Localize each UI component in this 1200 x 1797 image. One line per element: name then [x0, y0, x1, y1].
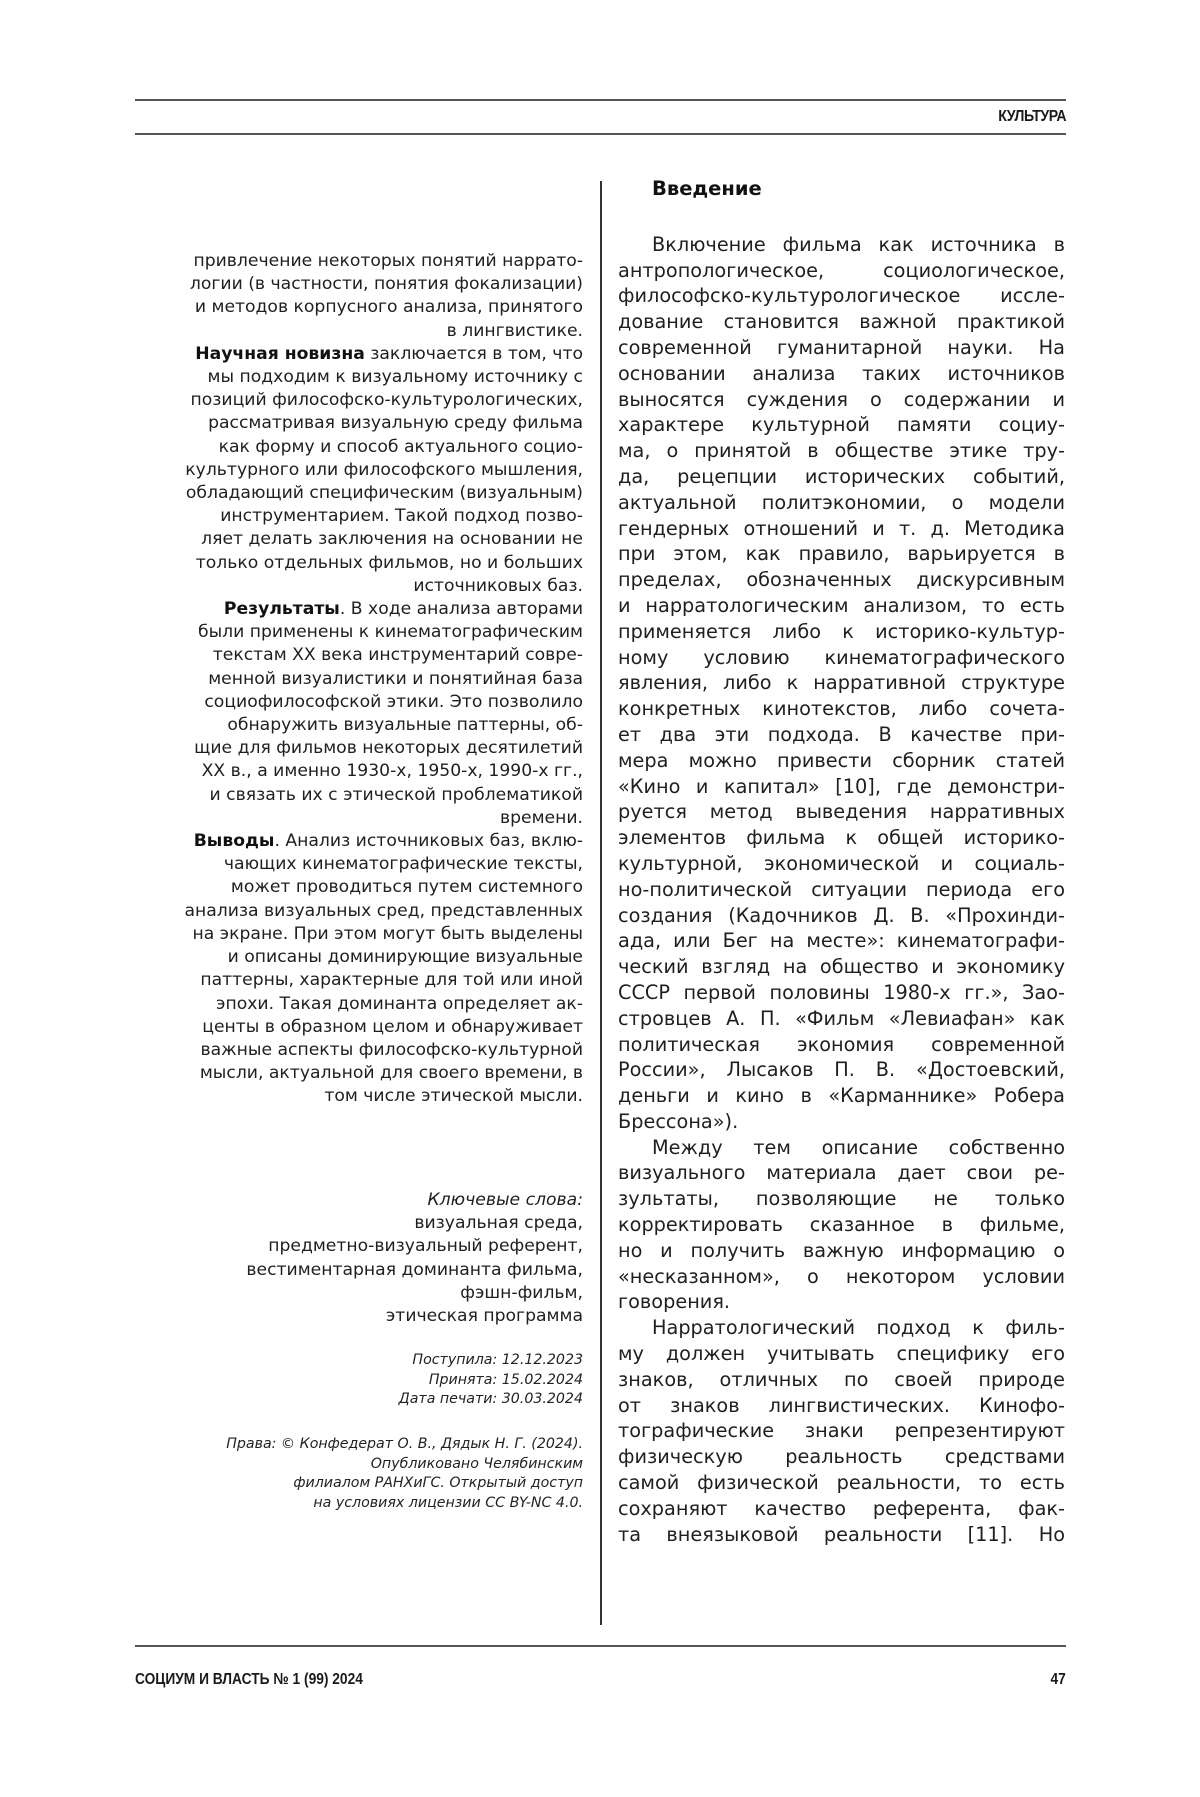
conclusions-first-line	[136, 830, 583, 853]
section-heading: Введение	[652, 177, 762, 200]
body-line: при этом, как правило, варьируется в	[618, 542, 1065, 566]
body-line: антропологическое, социологическое,	[618, 258, 1065, 282]
abstract-line: социофилософской этики. Это позволило	[204, 691, 583, 712]
body-line: СССР первой половины 1980-х гг.», Зао-	[618, 980, 1065, 1004]
abstract-line: важные аспекты философско-культурной	[200, 1039, 583, 1060]
abstract-line: щие для фильмов некоторых десятилетий	[194, 738, 583, 759]
body-line: «несказанном», о некотором условии	[618, 1264, 1065, 1288]
abstract-line: мысли, актуальной для своего времени, в	[199, 1063, 583, 1084]
body-line: России», Лысаков П. В. «Достоевский,	[618, 1058, 1065, 1082]
abstract-line: текстам XX века инструментарий совре-	[212, 645, 583, 666]
body-line: сохраняют качество референта, фак-	[618, 1496, 1065, 1520]
abstract-line: времени.	[499, 807, 583, 828]
novelty-first-line	[136, 343, 583, 366]
abstract-line: чающих кинематографические тексты,	[223, 854, 583, 875]
results-text: . В ходе анализа авторами	[339, 599, 583, 620]
conclusions-text: . Анализ источниковых баз, вклю-	[274, 831, 583, 852]
abstract-line: привлечение некоторых понятий наррато-	[193, 251, 583, 271]
body-line: дование становится важной практикой	[618, 310, 1065, 334]
abstract-line: позиций философско-культурологических,	[190, 390, 583, 411]
body-line: создания (Кадочников Д. В. «Прохинди-	[618, 903, 1065, 927]
body-line: говорения.	[618, 1290, 731, 1314]
abstract-line: менной визуалистики и понятийная база	[208, 668, 583, 689]
body-line: гендерных отношений и т. д. Методика	[618, 516, 1065, 540]
body-line: политическая экономия современной	[618, 1032, 1065, 1056]
body-line: та внеязыковой реальности [11]. Но	[618, 1522, 1065, 1546]
abstract-line: том числе этической мысли.	[324, 1086, 583, 1107]
abstract-line: обнаружить визуальные паттерны, об-	[227, 715, 583, 736]
body-line: Включение фильма как источника в	[652, 232, 1065, 256]
abstract-line: логии (в частности, понятия фокализации)	[189, 274, 583, 295]
rights-block	[136, 1435, 583, 1513]
body-line: «Кино и капитал» [10], где демонстри-	[618, 774, 1065, 798]
body-line: Брессона»).	[618, 1109, 739, 1133]
page-number: 47	[1050, 1671, 1066, 1688]
body-line: культурной, экономической и социаль-	[618, 851, 1065, 875]
novelty-text: заключается в том, что	[364, 343, 583, 364]
body-line: конкретных кинотекстов, либо сочета-	[618, 697, 1065, 721]
body-line: ма, о принятой в обществе этике тру-	[618, 439, 1065, 463]
keywords-block	[136, 1189, 583, 1328]
body-line: философско-культурологическое иссле-	[618, 284, 1065, 308]
rights-line: Права: © Конфедерат О. В., Дядык Н. Г. (2024).	[226, 1436, 583, 1452]
abstract-line: и описаны доминирующие визуальные	[227, 947, 583, 968]
abstract-line: и методов корпусного анализа, принятого	[194, 297, 583, 318]
abstract-column	[136, 250, 583, 1109]
body-line: руется метод выведения нарративных	[618, 800, 1065, 824]
date-printed: Дата печати: 30.03.2024	[398, 1391, 583, 1407]
column-divider	[600, 181, 602, 1625]
body-line: выносятся суждения о содержании и	[618, 387, 1065, 411]
body-line: да, рецепции исторических событий,	[618, 464, 1065, 488]
abstract-line: и связать их с этической проблематикой	[209, 784, 583, 805]
body-line: и нарратологическим анализом, то есть	[618, 593, 1065, 617]
abstract-line: культурного или философского мышления,	[185, 459, 583, 480]
keywords-title: Ключевые слова:	[427, 1190, 583, 1210]
abstract-line: паттерны, характерные для той или иной	[200, 970, 583, 991]
abstract-line: центы в образном целом и обнаруживает	[202, 1016, 583, 1037]
rights-line: филиалом РАНХиГС. Открытый доступ	[293, 1475, 583, 1491]
abstract-line: мы подходим к визуальному источнику с	[207, 367, 583, 388]
keyword: вестиментарная доминанта фильма,	[246, 1259, 583, 1280]
body-line: современной гуманитарной науки. На	[618, 335, 1065, 359]
abstract-line: инструментарием. Такой подход позво-	[220, 506, 583, 527]
body-line: физическую реальность средствами	[618, 1445, 1065, 1469]
section-label: КУЛЬТУРА	[998, 108, 1066, 125]
abstract-line: анализа визуальных сред, представленных	[184, 900, 583, 921]
body-line: ческий взгляд на общество и экономику	[618, 955, 1065, 979]
abstract-line: на экране. При этом могут быть выделены	[192, 923, 583, 944]
body-line: ет два эти подхода. В качестве при-	[618, 722, 1065, 746]
keyword: этическая программа	[385, 1306, 583, 1327]
abstract-line: XX в., а именно 1930-х, 1950-х, 1990-х гг.,	[201, 761, 583, 782]
abstract-line: были применены к кинематографическим	[198, 622, 583, 643]
abstract-line: источниковых баз.	[413, 575, 583, 596]
conclusions-label: Выводы	[193, 831, 275, 852]
abstract-line: в лингвистике.	[446, 320, 583, 341]
footer-rule	[135, 1645, 1066, 1647]
keyword: фэшн-фильм,	[460, 1282, 583, 1303]
results-first-line	[136, 598, 583, 621]
abstract-line: как форму и способ актуального социо-	[218, 436, 583, 457]
abstract-line: может проводиться путем системного	[230, 877, 583, 898]
rights-line: на условиях лицензии CC BY-NC 4.0.	[313, 1494, 583, 1511]
body-line: элементов фильма к общей историко-	[618, 826, 1065, 850]
body-line: мера можно привести сборник статей	[618, 748, 1065, 772]
date-accepted: Принята: 15.02.2024	[428, 1371, 583, 1388]
body-line: му должен учитывать специфику его	[618, 1342, 1065, 1366]
body-line: Между тем описание собственно	[652, 1135, 1065, 1159]
body-line: самой физической реальности, то есть	[618, 1471, 1065, 1495]
body-line: стровцев А. П. «Фильм «Левиафан» как	[618, 1006, 1065, 1030]
body-line: визуального материала дает свои ре-	[618, 1161, 1065, 1185]
body-line: тографические знаки репрезентируют	[618, 1419, 1065, 1443]
paragraph	[618, 1135, 1065, 1316]
body-line: но-политической ситуации периода его	[618, 877, 1065, 901]
dates-block	[136, 1351, 583, 1410]
keyword: визуальная среда,	[414, 1213, 583, 1234]
body-line: ному условию кинематографического	[618, 645, 1065, 669]
body-line: характере культурной памяти социу-	[618, 413, 1065, 437]
abstract-line: эпохи. Такая доминанта определяет ак-	[216, 993, 583, 1014]
body-line: корректировать сказанное в фильме,	[618, 1213, 1065, 1237]
body-line: явления, либо к нарративной структуре	[618, 671, 1065, 695]
body-line: деньги и кино в «Карманнике» Робера	[618, 1084, 1065, 1108]
body-line: от знаков лингвистических. Кинофо-	[618, 1393, 1065, 1417]
body-line: пределах, обозначенных дискурсивным	[618, 568, 1065, 592]
header-bottom-rule	[135, 133, 1066, 135]
body-line: актуальной политэкономии, о модели	[618, 490, 1065, 514]
paragraph	[618, 232, 1065, 1135]
body-line: знаков, отличных по своей природе	[618, 1367, 1065, 1391]
journal-title: СОЦИУМ И ВЛАСТЬ № 1 (99) 2024	[135, 1671, 363, 1688]
date-received: Поступила: 12.12.2023	[412, 1352, 583, 1368]
body-line: ада, или Бег на месте»: кинематографи-	[618, 929, 1065, 953]
keyword: предметно-визуальный референт,	[268, 1236, 583, 1257]
body-line: основании анализа таких источников	[618, 361, 1065, 385]
abstract-line: рассматривая визуальную среду фильма	[208, 413, 583, 434]
body-line: применяется либо к историко-культур-	[618, 619, 1065, 643]
body-line: Нарратологический подход к филь-	[652, 1316, 1065, 1340]
abstract-line: только отдельных фильмов, но и больших	[195, 552, 583, 573]
results-label: Результаты	[223, 599, 340, 620]
header-top-rule	[135, 99, 1066, 101]
novelty-label: Научная новизна	[195, 343, 365, 364]
body-line: зультаты, позволяющие не только	[618, 1187, 1065, 1211]
abstract-line: обладающий специфическим (визуальным)	[185, 483, 583, 504]
rights-line: Опубликовано Челябинским	[370, 1455, 583, 1472]
body-line: но и получить важную информацию о	[618, 1238, 1065, 1262]
body-column	[618, 176, 1065, 1547]
abstract-line: ляет делать заключения на основании не	[201, 529, 583, 550]
paragraph	[618, 1315, 1065, 1547]
